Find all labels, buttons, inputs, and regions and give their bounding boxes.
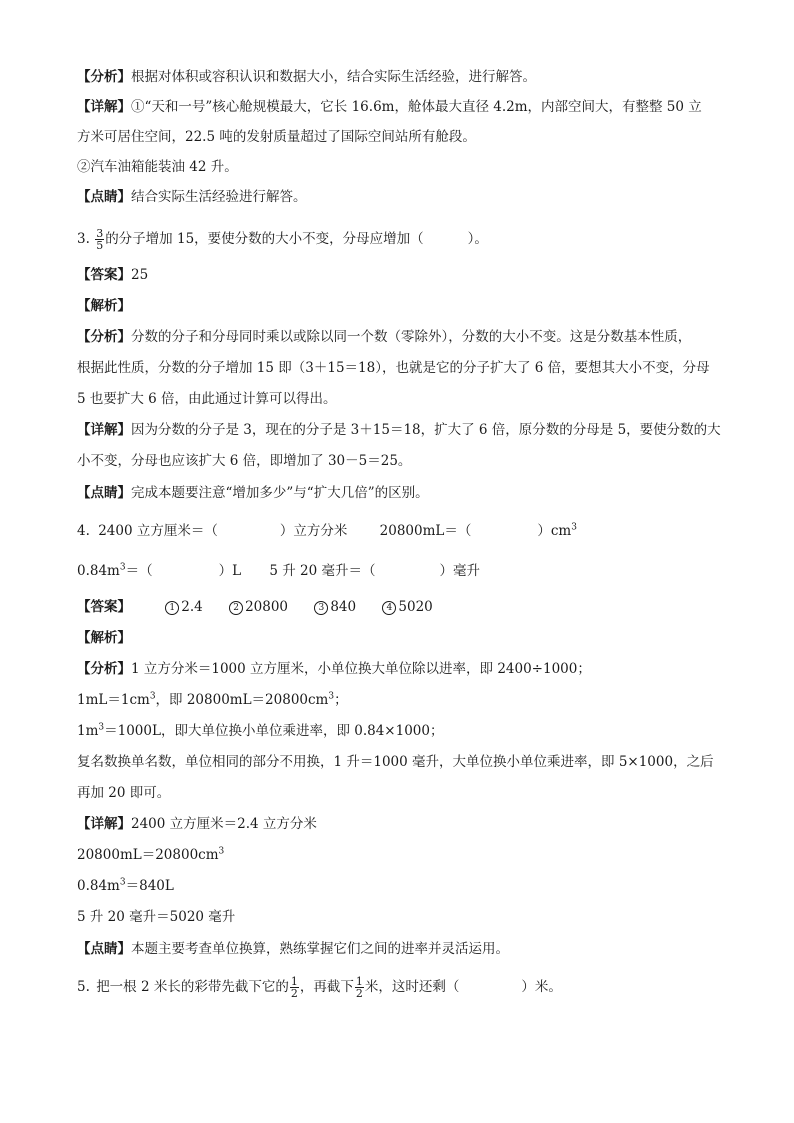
question-3: 3. $\frac{3}{5}$ 的分子增加 15，要使分数的大小不变，分母应增加（ ）。 [77,227,488,252]
q3-analysis-3: 5 也要扩大 6 倍，由此通过计算可以得出。 [77,391,337,407]
q3-detail-1: 【详解】因为分数的分子是 3，现在的分子是 3＋15＝18，扩大了 6 倍，原分数的分母是 5，要使分数的大 [77,422,721,438]
question-5: 5. 把一根 2 米长的彩带先截下它的 $\frac{1}{2}$ ，再截下 $\frac{1}{2}$ 米，这时还剩（ ）米。 [77,975,562,1000]
q3-analysis-1: 【分析】分数的分子和分母同时乘以或除以同一个数（零除外），分数的大小不变。这是分数基本性质， [77,329,692,345]
analysis-text: 根据对体积或容积认识和数据大小，结合实际生活经验，进行解答。 [131,69,536,85]
q3-jiexi: 【解析】 [77,298,131,314]
q3-note: 【点睛】完成本题要注意“增加多少”与“扩大几倍”的区别。 [77,485,429,501]
question-text: 的分子增加 15，要使分数的大小不变，分母应增加（ [105,231,424,247]
q4-analysis-1: 【分析】1 立方分米＝1000 立方厘米，小单位换大单位除以进率，即 2400÷1000； [77,661,591,677]
q4-detail-4: 5 升 20 毫升＝5020 毫升 [77,909,236,925]
note-line [77,188,307,206]
question-4-line-2: $0.84m^3=$（ ）L 5 升 20 毫升＝（ ）毫升 [77,562,481,579]
q4-detail-3: $0.84m^3=840L$ [77,877,174,894]
q4-analysis-2: $1mL=1cm^3$，即 $20800mL=20800cm^3$； [77,691,348,708]
q3-detail-2: 小不变，分母也应该扩大 6 倍，即增加了 30－5＝25。 [77,453,412,469]
detail-line-3: ②汽车油箱能装油 42 升。 [77,159,238,175]
analysis-tag: 【分析】 [77,69,131,85]
q4-analysis-5: 再加 20 即可。 [77,785,171,801]
answer-tag: 【答案】 [77,599,131,615]
question-number: 3. [77,231,90,247]
q4-jiexi: 【解析】 [77,630,131,646]
q4-note: 【点睛】本题主要考查单位换算，熟练掌握它们之间的进率并灵活运用。 [77,941,509,957]
q4-analysis-4: 复名数换单名数，单位相同的部分不用换，1 升＝1000 毫升，大单位换小单位乘进率，即 5×1000，之后 [77,754,714,770]
fraction-3-5: $\frac{3}{5}$ [96,227,104,252]
detail-text: ①“天和一号”核心舱规模最大，它长 16.6m，舱体最大直径 4.2m，内部空间大，有整整 50 立 [131,99,702,115]
detail-line-2: 方米可居住空间，22.5 吨的发射质量超过了国际空间站所有舱段。 [77,129,476,145]
q3-answer [77,266,148,284]
q4-analysis-3: $1m^3=1000L$，即大单位换小单位乘进率，即 0.84×1000； [77,722,444,739]
fraction-1-2: $\frac{1}{2}$ [355,975,363,1000]
note-text: 结合实际生活经验进行解答。 [131,189,307,205]
analysis-line-1 [77,68,536,86]
q4-detail-1: 【详解】2400 立方厘米＝2.4 立方分米 [77,816,317,832]
answer-tag: 【答案】 [77,267,131,283]
note-tag: 【点睛】 [77,189,131,205]
question-number: 5. [77,979,90,995]
fraction-1-2: $\frac{1}{2}$ [290,975,298,1000]
detail-tag: 【详解】 [77,99,131,115]
q4-detail-2: $20800mL=20800cm^3$ [77,846,225,863]
q4-answer: 【答案】 1 2.4 2 20800 3 840 4 5020 [77,599,433,615]
question-number: 4. [77,523,90,539]
detail-line-1 [77,98,702,116]
question-4-line-1: 4. 2400 立方厘米＝（ ）立方分米 20800mL＝（ ）$cm^3$ [77,522,577,539]
answer-value: 25 [131,267,149,283]
q3-analysis-2: 根据此性质，分数的分子增加 15 即（3＋15＝18），也就是它的分子扩大了 6 倍，要想其大小不变，分母 [77,360,710,376]
